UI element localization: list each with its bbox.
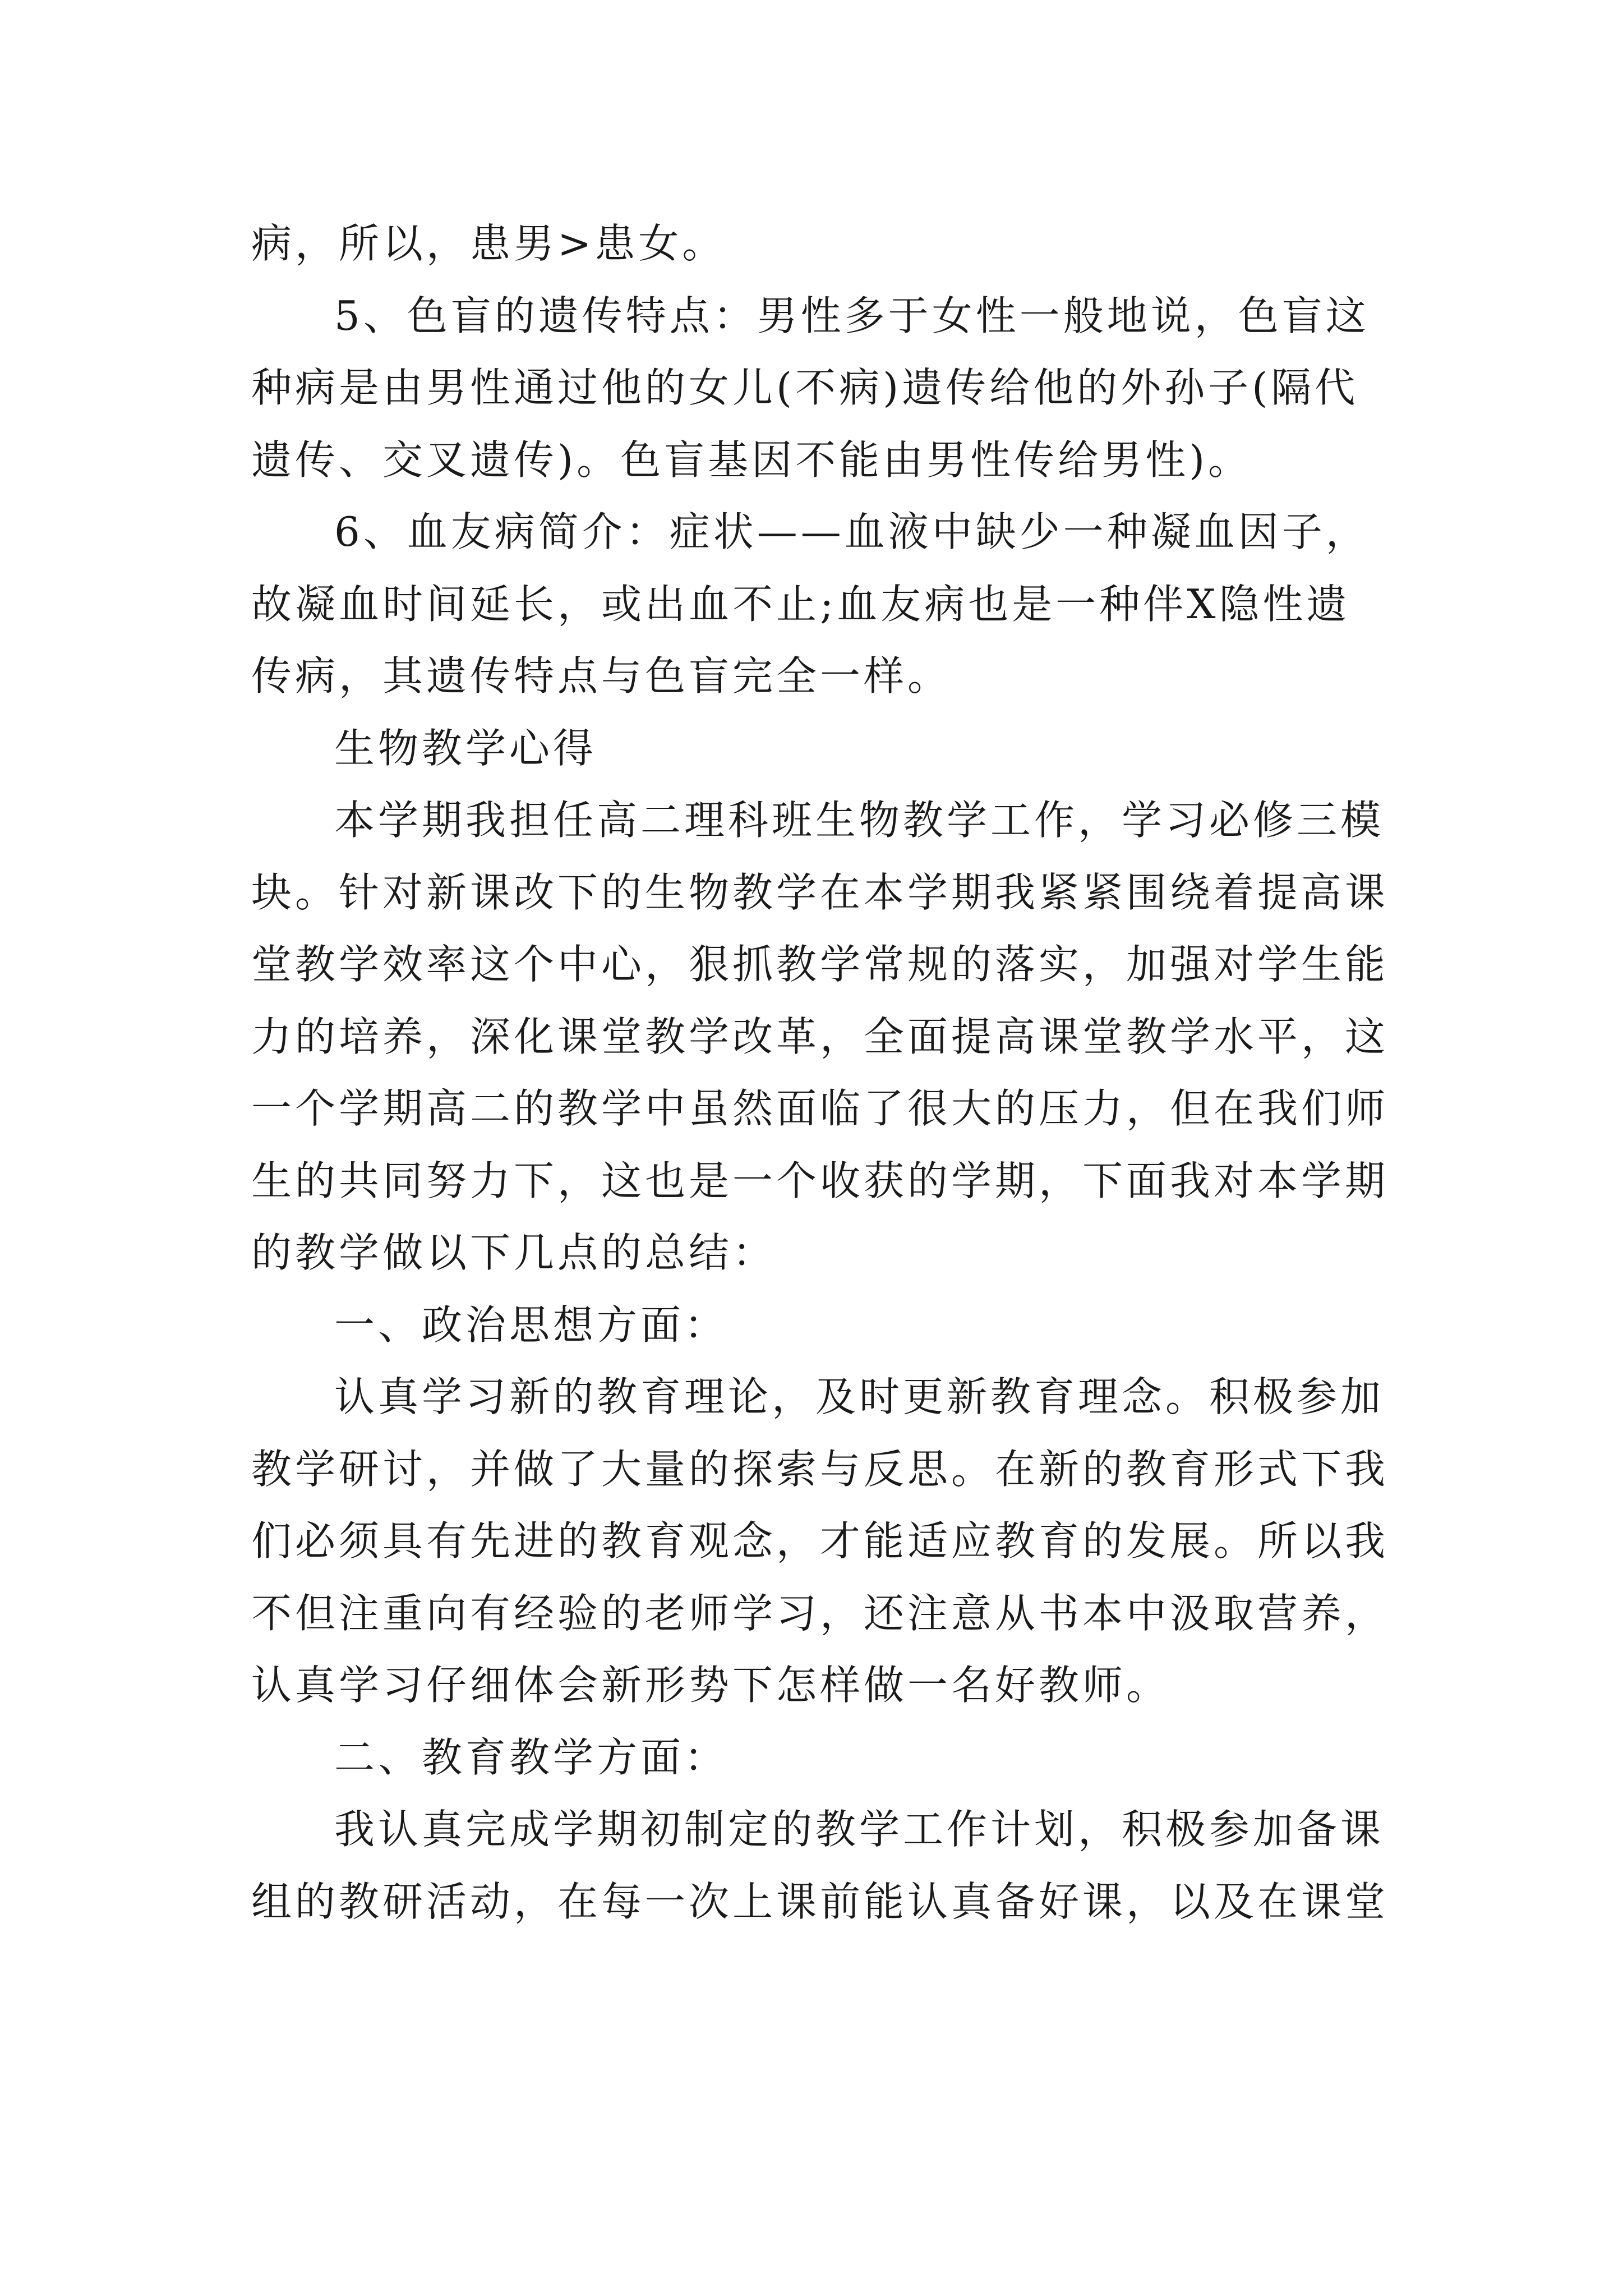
- subsection-heading: 二、教育教学方面：: [334, 1733, 728, 1781]
- text-line: 我认真完成学期初制定的教学工作计划，积极参加备课: [334, 1806, 1385, 1853]
- text-line: 堂教学效率这个中心，狠抓教学常规的落实，加强对学生能: [251, 941, 1389, 988]
- section-heading: 生物教学心得: [334, 724, 597, 772]
- text-line: 遗传、交叉遗传)。色盲基因不能由男性传给男性)。: [251, 436, 1252, 484]
- text-line: 一个学期高二的教学中虽然面临了很大的压力，但在我们师: [251, 1085, 1389, 1132]
- text-line: 故凝血时间延长，或出血不止;血友病也是一种伴X隐性遗: [251, 580, 1350, 628]
- text-line: 传病，其遗传特点与色盲完全一样。: [251, 652, 952, 700]
- text-line: 5、色盲的遗传特点：男性多于女性一般地说，色盲这: [334, 292, 1370, 339]
- text-line: 病，所以，患男>患女。: [251, 220, 726, 267]
- subsection-heading: 一、政治思想方面：: [334, 1301, 728, 1349]
- text-line: 不但注重向有经验的老师学习，还注意从书本中汲取营养，: [251, 1589, 1389, 1637]
- text-line: 生的共同努力下，这也是一个收获的学期，下面我对本学期: [251, 1157, 1389, 1204]
- text-line: 认真学习新的教育理论，及时更新教育理念。积极参加: [334, 1373, 1385, 1420]
- text-line: 的教学做以下几点的总结：: [251, 1229, 777, 1276]
- text-line: 认真学习仔细体会新形势下怎样做一名好教师。: [251, 1662, 1170, 1709]
- text-line: 6、血友病简介：症状——血液中缺少一种凝血因子，: [334, 508, 1370, 555]
- text-line: 组的教研活动，在每一次上课前能认真备好课，以及在课堂: [251, 1878, 1389, 1925]
- text-line: 教学研讨，并做了大量的探索与反思。在新的教育形式下我: [251, 1445, 1389, 1493]
- text-line: 块。针对新课改下的生物教学在本学期我紧紧围绕着提高课: [251, 868, 1389, 916]
- document-page: [251, 208, 1395, 1938]
- text-line: 种病是由男性通过他的女儿(不病)遗传给他的外孙子(隔代: [251, 364, 1359, 411]
- text-line: 本学期我担任高二理科班生物教学工作，学习必修三模: [334, 797, 1385, 844]
- text-line: 力的培养，深化课堂教学改革，全面提高课堂教学水平，这: [251, 1013, 1389, 1060]
- text-line: 们必须具有先进的教育观念，才能适应教育的发展。所以我: [251, 1517, 1389, 1565]
